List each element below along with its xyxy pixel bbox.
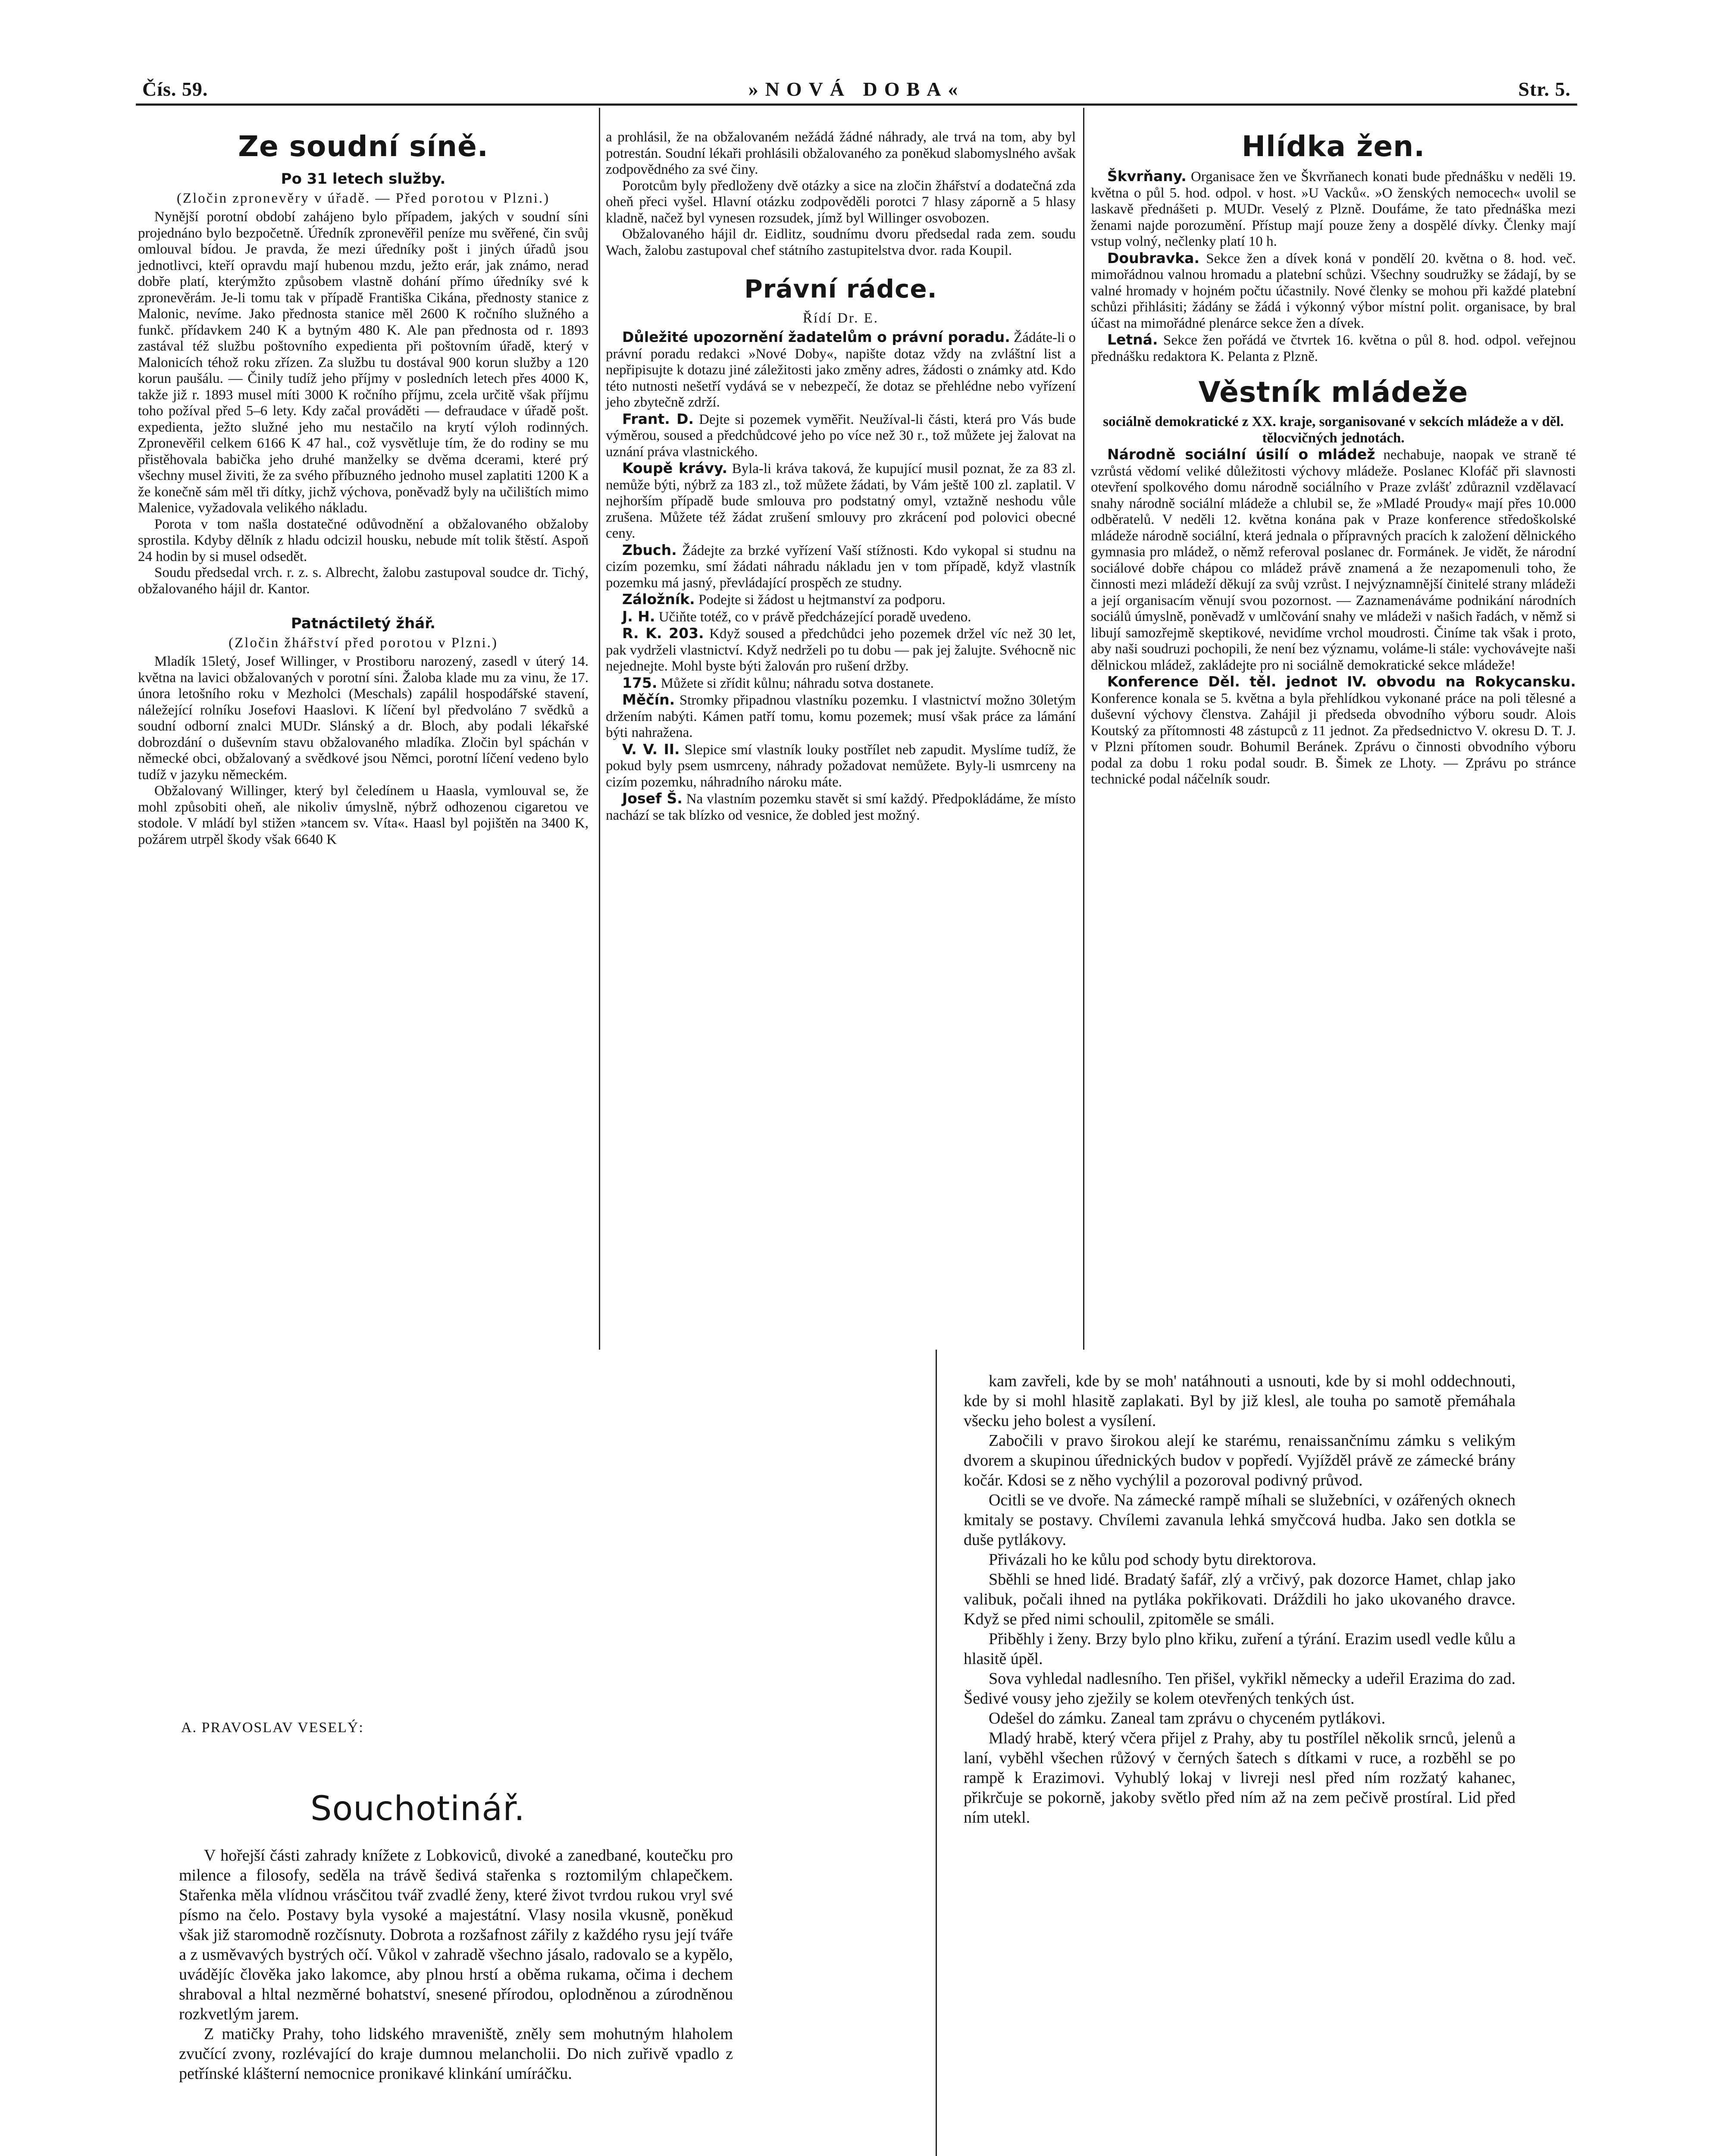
query-keyword: Josef Š. xyxy=(622,790,683,807)
story-paragraph: Z matičky Prahy, toho lidského mraveniště, zněly sem mohutným hlaholem zvučící zvony, rozlévající do kraje dumnou melancholii. Do nich zuřivě vpadlo z petřínské klášterní nemocnice pronikavé klinkání umíráčku. xyxy=(179,2025,733,2083)
article-heading: Patnáctiletý žhář. xyxy=(291,615,436,632)
column-divider xyxy=(599,108,600,1350)
paragraph: Porotcům byly předloženy dvě otázky a sice na zločin žhářství a dodatečná zda oheň přeci vyšel. Hlavní otázku zodpověděli porotci 7 hlasy záporně a 5 hlasy kladně, načež byl vynesen rozsudek, jímž byl Willinger osvobozen. xyxy=(606,178,1076,226)
header-rule xyxy=(136,103,1577,106)
story-column-right xyxy=(964,1371,1516,1827)
section-heading-women: Hlídka žen. xyxy=(1241,130,1425,163)
notice-keyword: Letná. xyxy=(1107,331,1158,348)
story-paragraph: V hořejší části zahrady knížete z Lobkoviců, divoké a zanedbané, koutečku pro milence a filosofy, seděla na trávě šedivá stařenka s roztomilým chlapečkem. Stařenka měla vlídnou vrásčitou tvář zvadlé ženy, které život tvrdou rukou vryl své písmo na čelo. Postavy byla vysoké a majestátní. Vlasy nosila vkusně, poněkud však již staromodně rozčísnuty. Dobrota a rozšafnost zářily z každého rysu její tváře a z usměvavých bystrých očí. Vůkol v zahradě všechno jásalo, radovalo se a kypělo, uvádějíc člověka jako lakomce, aby plnou hrstí a oběma rukama, očima i dechem shraboval a hltal nezměrné bohatství, snesené přírodou, oplodněnou a zúrodněnou rozkvetlým jarem. xyxy=(179,1846,733,2023)
newspaper-title: »NOVÁ DOBA« xyxy=(748,78,965,100)
paragraph: Obžalovaný Willinger, který byl čeledínem u Haasla, vymlouval se, že mohl způsobiti oheň, ale nikoliv úmyslně, nýbrž odhozenou cigaretou ve stodole. V mládí byl stižen »tancem sv. Víta«. Haasl byl pojištěn na 3400 K, požárem utrpěl škody však 6640 K xyxy=(138,783,589,847)
page-number: Str. 5. xyxy=(1518,78,1571,100)
story-paragraph: kam zavřeli, kde by se moh' natáhnouti a usnouti, kde by si mohl oddechnouti, kde by si mohl hlasitě zaplakati. Byl by již klesl, ale touha po samotě přemáhala všecku jeho bolest a vysílení. xyxy=(964,1372,1516,1430)
notice-keyword: Doubravka. xyxy=(1107,249,1199,266)
story-paragraph: Odešel do zámku. Zaneal tam zprávu o chyceném pytlákovi. xyxy=(989,1709,1386,1727)
notice-text: Sekce žen a dívek koná v pondělí 20. května o 8. hod. več. mimořádnou valnou hromadu a platební schůzi. Všechny soudružky se žádají, by se valné hromady v hojném počtu účastnily. Nové členky se mohou při každé platební schůzi přihlásiti; žádány se žádá i výkonný výbor místní polit. organisace, by bral účast na mimořádné plenárce sekce žen a dívek. xyxy=(1091,251,1576,331)
editor-line: Řídí Dr. E. xyxy=(802,310,879,326)
notice-text: Organisace žen ve Škvrňanech konati bude přednášku v neděli 19. května o půl 5. hod. odpol. v host. »U Vacků«. »O ženských nemocech« uvolil se laskavě přednášeti p. MUDr. Veselý z Plzně. Doufáme, že tato přednáška mezi ženami najde porozumění. Přístup mají pouze ženy a dospělé dívky. Členky mají vstup volný, nečlenky platí 10 h. xyxy=(1091,169,1576,249)
query-keyword: J. H. xyxy=(622,608,655,625)
query-answer: Stromky připadnou vlastníku pozemku. I vlastnictví možno 30letým držením nabýti. Kámen patří tomu, komu pozemek; musí však práce za lámání býti nahražena. xyxy=(606,693,1076,740)
query-answer: Na vlastním pozemku stavět si smí každý. Předpokládáme, že místo nachází se tak blízko od vesnice, že dobled jest možný. xyxy=(606,791,1076,823)
story-title: Souchotinář. xyxy=(310,1789,525,1828)
query-answer: Byla-li kráva taková, že kupující musil poznat, že za 83 zl. nemůže býti, nýbrž za 183 zl., tož můžete žádati, by Vám ještě 100 zl. zaplatil. V nejhorším případě bude smlouva pro podstatný omyl, vztažně neshodu vůle zrušena. Můžete též žádat zrušení smlouvy pro zkrácení pod polovici obecné ceny. xyxy=(606,461,1076,541)
story-paragraph: Zabočili v pravo širokou alejí ke starému, renaissančnímu zámku s velikým dvorem a skupinou úřednických budov v popředí. Vyjížděl právě ze zámecké brány kočár. Kdosi se z něho vychýlil a pozoroval podivný průvod. xyxy=(964,1432,1516,1489)
legal-column xyxy=(606,129,1076,824)
query-keyword: V. V. II. xyxy=(622,740,680,758)
notice-keyword: Škvrňany. xyxy=(1107,168,1187,185)
query-answer: Žádáte-li o právní poradu redakci »Nové Doby«, napište dotaz vždy na zvláštní list a nepřipisujte k dotazu jiné záležitosti jako změny adres, žádosti o známky atd. Kdo této nutnosti nešetří vydává se v nebezpečí, že dotaz se přehlédne nebo vyřízení jeho zbytečně zdrží. xyxy=(606,330,1076,410)
story-paragraph: Sběhli se hned lidé. Bradatý šafář, zlý a vrčivý, pak dozorce Hamet, chlap jako valibuk, počali ihned na pytláka pokřikovati. Dráždili ho jako ukovaného dravce. Když se před nimi schoulil, zpitoměle se smáli. xyxy=(964,1570,1516,1628)
notice-keyword: Konference Děl. těl. jednot IV. obvodu na Rokycansku. xyxy=(1107,673,1576,690)
query-answer: Učiňte totéž, co v právě předcházející poradě uvedeno. xyxy=(658,609,971,625)
section-heading-youth: Věstník mládeže xyxy=(1198,376,1469,409)
notice-text: Sekce žen pořádá ve čtvrtek 16. května o půl 8. hod. odpol. veřejnou přednášku redaktora K. Pelanta z Plzně. xyxy=(1091,332,1576,364)
section-subheading: sociálně demokratické z XX. kraje, sorganisované v sekcích mládeže a v děl. tělocvičných jednotách. xyxy=(1103,414,1564,446)
paragraph: a prohlásil, že na obžalovaném nežádá žádné náhrady, ale trvá na tom, aby byl potrestán. Soudní lékaři prohlásili obžalovaného za poněkud slabomyslného avšak zodpovědného za své činy. xyxy=(606,129,1076,177)
story-paragraph: Mladý hrabě, který včera přijel z Prahy, aby tu postřílel několik srnců, jelenů a laní, vyběhl všechen růžový v černých šatech s dítkami v ruce, a rozběhl se po rampě k Erazimovi. Vyhublý lokaj v livreji nesl před ním rozžatý kahanec, přikrčuje se pokorně, jakoby světlo před ním až na zem pečivě prostíral. Lid před ním utekl. xyxy=(964,1729,1516,1827)
paragraph: Soudu předsedal vrch. r. z. s. Albrecht, žalobu zastupoval soudce dr. Tichý, obžalovaného hájil dr. Kantor. xyxy=(138,565,589,597)
query-keyword: Koupě krávy. xyxy=(622,460,727,476)
story-paragraph: Sova vyhledal nadlesního. Ten přišel, vykřikl německy a udeřil Erazima do zad. Šedivé vousy jeho zježily se kolem otevřených tenkých úst. xyxy=(964,1670,1516,1708)
section-heading-legal: Právní rádce. xyxy=(744,274,937,304)
notice-text: Konference konala se 5. května a byla přehlídkou vykonané práce na poli tělesné a duševní výchovy členstva. Zahájil ji předseda obvodního výboru soudr. Alois Koutský za přítomnosti 48 zástupců z 11 jednot. Za předsednictvo V. okresu D. T. J. v Plzni přítomen soudr. Bohumil Beránek. Zprávu o činnosti obvodního výboru podal za dobu 1 roku podal soudr. B. Šimek ze Lhoty. — Zprávu po stránce technické podal náčelník soudr. xyxy=(1091,690,1576,787)
story-paragraph: Přivázali ho ke kůlu pod schody bytu direktorova. xyxy=(989,1551,1316,1569)
notice-keyword: Národně sociální úsilí o mládež xyxy=(1107,446,1375,463)
section-heading-court: Ze soudní síně. xyxy=(238,130,489,163)
right-column xyxy=(1091,129,1576,788)
query-keyword: 175. xyxy=(622,674,658,691)
query-answer: Můžete si zřídit kůlnu; náhradu sotva dostanete. xyxy=(661,675,934,691)
issue-number: Čís. 59. xyxy=(142,78,208,100)
notice-text: nechabuje, naopak ve straně té vzrůstá vědomí veliké důležitosti výchovy mládeže. Poslanec Klofáč při slavnosti otevření spolkového domu národně sociálního v Praze zvlášť zdůraznil vzdělavací snahy národně sociální mládeže a chlubil se, že »Mladé Proudy« mají přes 10.000 odběratelů. V neděli 12. května konána pak v Praze konference středoškolské mládeže národně sociální, která jednala o přípravných pracích k založení dělnického gymnasia pro mládež, o němž referoval poslanec dr. Formánek. Je vidět, že národní sociálové dobře chápou co mládež právě znamená a že nezapomenuli toho, že činnosti mezi mládeží děkují za svůj vzrůst. I nejvýznamnější činitelé strany mládeži a její organisacím věnují svou pozornost. — Zaznamenáváme podnikání národních sociálů úmyslně, poněvadž v umlčování snahy ve mládeži v našich řadách, v němž si libují samozřejmě skeptikové, nevidíme vrchol moudrosti. Činíme tak však i proto, aby naši soudruzi pochopili, že není bez významu, voláme-li stále: vychovávejte naši dělnickou mládež, zakládejte pro ni sociálně demokratické sekce mládeže! xyxy=(1091,447,1576,673)
article-heading: Po 31 letech služby. xyxy=(281,170,446,188)
court-column xyxy=(138,129,589,848)
story-author: A. PRAVOSLAV VESELÝ: xyxy=(181,1720,364,1736)
query-answer: Když soused a předchůdci jeho pozemek držel víc než 30 let, pak vydrželi vlastnictví. Když nedrželi po tu dobu — pak jej žalujte. Svéhocně nic nejednejte. Mohl byste býti žalován pro rušení držby. xyxy=(606,626,1076,674)
article-subheading: (Zločin žhářství před porotou v Plzni.) xyxy=(229,635,498,651)
query-keyword: Měčín. xyxy=(622,691,675,708)
story-paragraph: Přiběhly i ženy. Brzy bylo plno křiku, zuření a týrání. Erazim usedl vedle kůlu a hlasitě úpěl. xyxy=(964,1630,1516,1668)
paragraph: Obžalovaného hájil dr. Eidlitz, soudnímu dvoru předsedal rada zem. soudu Wach, žalobu zastupoval chef státního zastupitelstva dvor. rada Koupil. xyxy=(606,226,1076,258)
query-answer: Žádejte za brzké vyřízení Vaší stížnosti. Kdo vykopal si studnu na cizím pozemku, smí žádati náhradu nákladu jen v tom případě, když vlastník pozemku má jasný, převládající prospěch ze studny. xyxy=(606,542,1076,591)
article-subheading: (Zločin zpronevěry v úřadě. — Před porotou v Plzni.) xyxy=(176,191,550,206)
story-column-left xyxy=(179,1846,733,2084)
section-divider xyxy=(936,1350,937,2156)
query-keyword: Záložník. xyxy=(622,591,695,608)
query-answer: Slepice smí vlastník louky postřílet neb zapudit. Myslíme tudíž, že pokud byly psem usmrceny, náhrady požadovat nemůžete. Byly-li usmrceny na cizím pozemku, náhradního nároku máte. xyxy=(606,742,1076,790)
query-keyword: R. K. 203. xyxy=(622,625,704,642)
paragraph: Nynější porotní období zahájeno bylo případem, jakých v soudní síni projednáno bylo bezpočetně. Úředník zpronevěřil peníze mu svěřené, čin svůj omlouval bídou. Je pravda, že mezi úředníky pošt i jiných úřadů jsou jednotlivci, kteří opravdu mají hubenou mzdu, ježto erár, jak známo, nerad dobře platí, kterýmžto způsobem vlastně dohání přímo úředníky své k zpronevěrám. Je-li tomu tak v případě Františka Cikána, přednosty stanice z Malonic, nevíme. Jako přednosta stanice měl 2600 K ročního služného a funkč. přídavkem 240 K a bytným 480 K. Ale pan přednosta od r. 1893 zastával též službu poštovního expedienta při poštovním úřadě, který v Malonicích téhož roku zřízen. Za službu tu dostával 900 korun služby a 120 korun paušálu. — Činily tudíž jeho příjmy v posledních letech přes 4000 K, takže již r. 1893 musel míti 3000 K ročního příjmu, zcela určitě však příjmu toho požíval před 5–6 lety. Kdy začal prováděti — defraudace v úřadě pošt. expedienta, ježto služné jeho mu nestačilo na krytí výloh rodinných. Zpronevěřil celkem 6166 K 47 hal., což vysvětluje tím, že do rodiny se mu přistěhovala babička jeho druhé manželky se dvěma dcerami, které prý všechny musel živiti, že za svého příbuzného jednoho musel zaplatiti 1200 K a že konečně sám měl tři dítky, jichž výchova, poněvadž byly na učilištích mimo Malenice, vyžadovala velikého nákladu. xyxy=(138,209,589,516)
query-keyword: Důležité upozornění žadatelům o právní poradu. xyxy=(622,329,1010,345)
paragraph: Mladík 15letý, Josef Willinger, v Prostiboru narozený, zasedl v úterý 14. května na lavici obžalovaných v porotní síni. Žaloba klade mu za vinu, že 17. února letošního roku v Mezholci (Meschals) zapálil hospodářské stavení, náležející rolníku Josefovi Haaslovi. K líčení byl předvoláno 7 svědků a soudní odborní znalci MUDr. Slánský a dr. Bloch, aby podali lékařské dobrozdání o duševním stavu obžalovaného mladíka. Zločin byl spáchán v německé obci, obžalovaný a svědkové jsou Němci, porotní líčení vedeno bylo tudíž v jazyku německém. xyxy=(138,654,589,783)
query-answer: Podejte si žádost u hejtmanství za podporu. xyxy=(698,592,946,608)
query-keyword: Zbuch. xyxy=(622,541,677,558)
paragraph: Porota v tom našla dostatečné odůvodnění a obžalovaného obžaloby sprostila. Kdyby dělník z hladu odcizil housku, nebude mít tolik štěstí. Aspoň 24 hodin by si musel odsedět. xyxy=(138,516,589,564)
query-answer: Dejte si pozemek vyměřit. Neužíval-li části, která pro Vás bude výměrou, soused a předchůdcové jeho po více než 30 r., tož můžete jej žalovat na uznání práva vlastnického. xyxy=(606,411,1076,460)
column-divider xyxy=(1083,108,1084,1350)
query-keyword: Frant. D. xyxy=(622,410,694,427)
story-paragraph: Ocitli se ve dvoře. Na zámecké rampě míhali se služebníci, v ozářených oknech kmitaly se postavy. Chvílemi zavanula lehká smyčcová hudba. Jako sen dotkla se duše pytlákovy. xyxy=(964,1491,1516,1549)
